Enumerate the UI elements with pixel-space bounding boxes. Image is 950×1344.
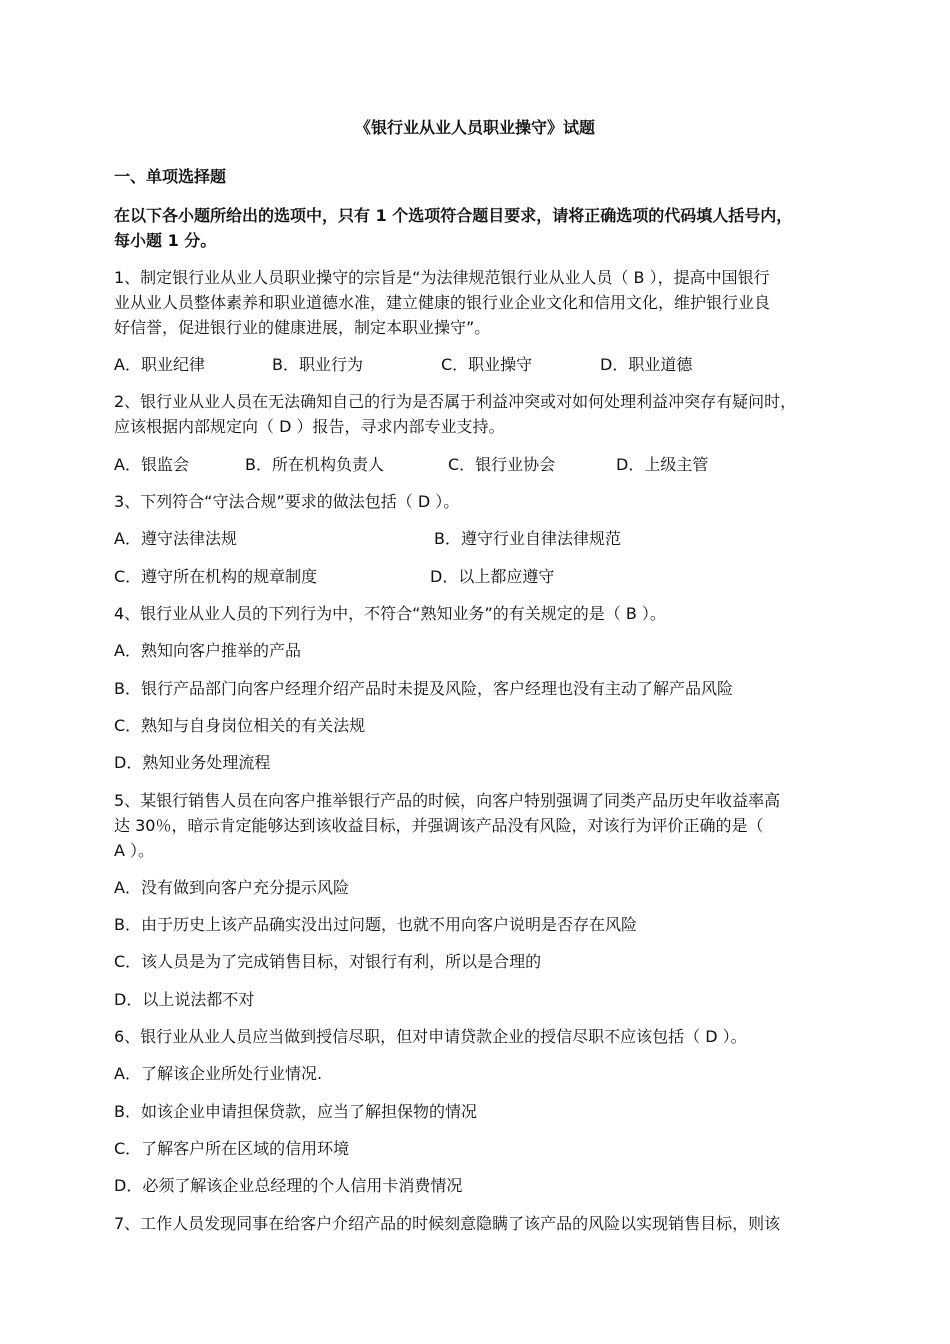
question-option: D．必须了解该企业总经理的个人信用卡消费情况 bbox=[114, 1176, 463, 1195]
question-option: A．了解该企业所处行业情况. bbox=[114, 1064, 323, 1083]
question-option: A．遵守法律法规 bbox=[114, 529, 237, 548]
question-option: B．所在机构负责人 bbox=[245, 455, 384, 474]
question-option: B．职业行为 bbox=[272, 355, 363, 374]
question-stem-line: 7、工作人员发现同事在给客户介绍产品的时候刻意隐瞒了该产品的风险以实现销售目标，则该 bbox=[114, 1214, 781, 1233]
question-option: A．熟知向客户推举的产品 bbox=[114, 641, 301, 660]
question-option: D．以上说法都不对 bbox=[114, 990, 255, 1009]
question-option: A．职业纪律 bbox=[114, 355, 205, 374]
question-stem-line: 1、制定银行业从业人员职业操守的宗旨是“为法律规范银行业从业人员（ B ），提高中国银行 bbox=[114, 268, 770, 287]
question-option: C．银行业协会 bbox=[448, 455, 556, 474]
question-stem-line: 达 30％，暗示肯定能够达到该收益目标，并强调该产品没有风险，对该行为评价正确的是（ bbox=[114, 816, 764, 835]
question-stem-line: 6、银行业从业人员应当做到授信尽职，但对申请贷款企业的授信尽职不应该包括（ D ）。 bbox=[114, 1027, 747, 1046]
question-stem-line: 应该根据内部规定向（ D ）报告，寻求内部专业支持。 bbox=[114, 417, 505, 436]
question-stem-line: 好信誉，促进银行业的健康进展，制定本职业操守”。 bbox=[114, 318, 491, 337]
question-option: B．遵守行业自律法律规范 bbox=[434, 529, 621, 548]
question-stem-line: 3、下列符合“守法合规”要求的做法包括（ D ）。 bbox=[114, 492, 460, 511]
question-option: B．如该企业申请担保贷款，应当了解担保物的情况 bbox=[114, 1102, 477, 1121]
question-stem-line: 5、某银行销售人员在向客户推举银行产品的时候，向客户特别强调了同类产品历史年收益率高 bbox=[114, 791, 781, 810]
instructions-line: 每小题 1 分。 bbox=[114, 231, 217, 250]
question-stem-line: 4、银行业从业人员的下列行为中，不符合“熟知业务”的有关规定的是（ B ）。 bbox=[114, 604, 666, 623]
question-stem-line: 2、银行业从业人员在无法确知自己的行为是否属于利益冲突或对如何处理利益冲突存有疑问时， bbox=[114, 392, 797, 411]
question-option: C．了解客户所在区域的信用环境 bbox=[114, 1139, 350, 1158]
question-option: A．没有做到向客户充分提示风险 bbox=[114, 878, 349, 897]
section-heading: 一、单项选择题 bbox=[114, 167, 227, 186]
question-stem-line: 业从业人员整体素养和职业道德水准，建立健康的银行业企业文化和信用文化，维护银行业良 bbox=[114, 293, 771, 312]
question-stem-line: A ）。 bbox=[114, 841, 155, 860]
question-option: B．银行产品部门向客户经理介绍产品时未提及风险，客户经理也没有主动了解产品风险 bbox=[114, 679, 733, 698]
question-option: D．熟知业务处理流程 bbox=[114, 753, 271, 772]
document-title: 《银行业从业人员职业操守》试题 bbox=[354, 118, 595, 137]
question-option: A．银监会 bbox=[114, 455, 189, 474]
question-option: C．熟知与自身岗位相关的有关法规 bbox=[114, 716, 366, 735]
question-option: D．上级主管 bbox=[616, 455, 709, 474]
instructions-line: 在以下各小题所给出的选项中，只有 1 个选项符合题目要求，请将正确选项的代码填人括号内， bbox=[114, 206, 793, 225]
question-option: D．以上都应遵守 bbox=[430, 567, 555, 586]
question-option: C．该人员是为了完成销售目标，对银行有利，所以是合理的 bbox=[114, 952, 542, 971]
question-option: B．由于历史上该产品确实没出过问题，也就不用向客户说明是否存在风险 bbox=[114, 915, 637, 934]
question-option: C．职业操守 bbox=[441, 355, 533, 374]
question-option: C．遵守所在机构的规章制度 bbox=[114, 567, 318, 586]
question-option: D．职业道德 bbox=[600, 355, 693, 374]
